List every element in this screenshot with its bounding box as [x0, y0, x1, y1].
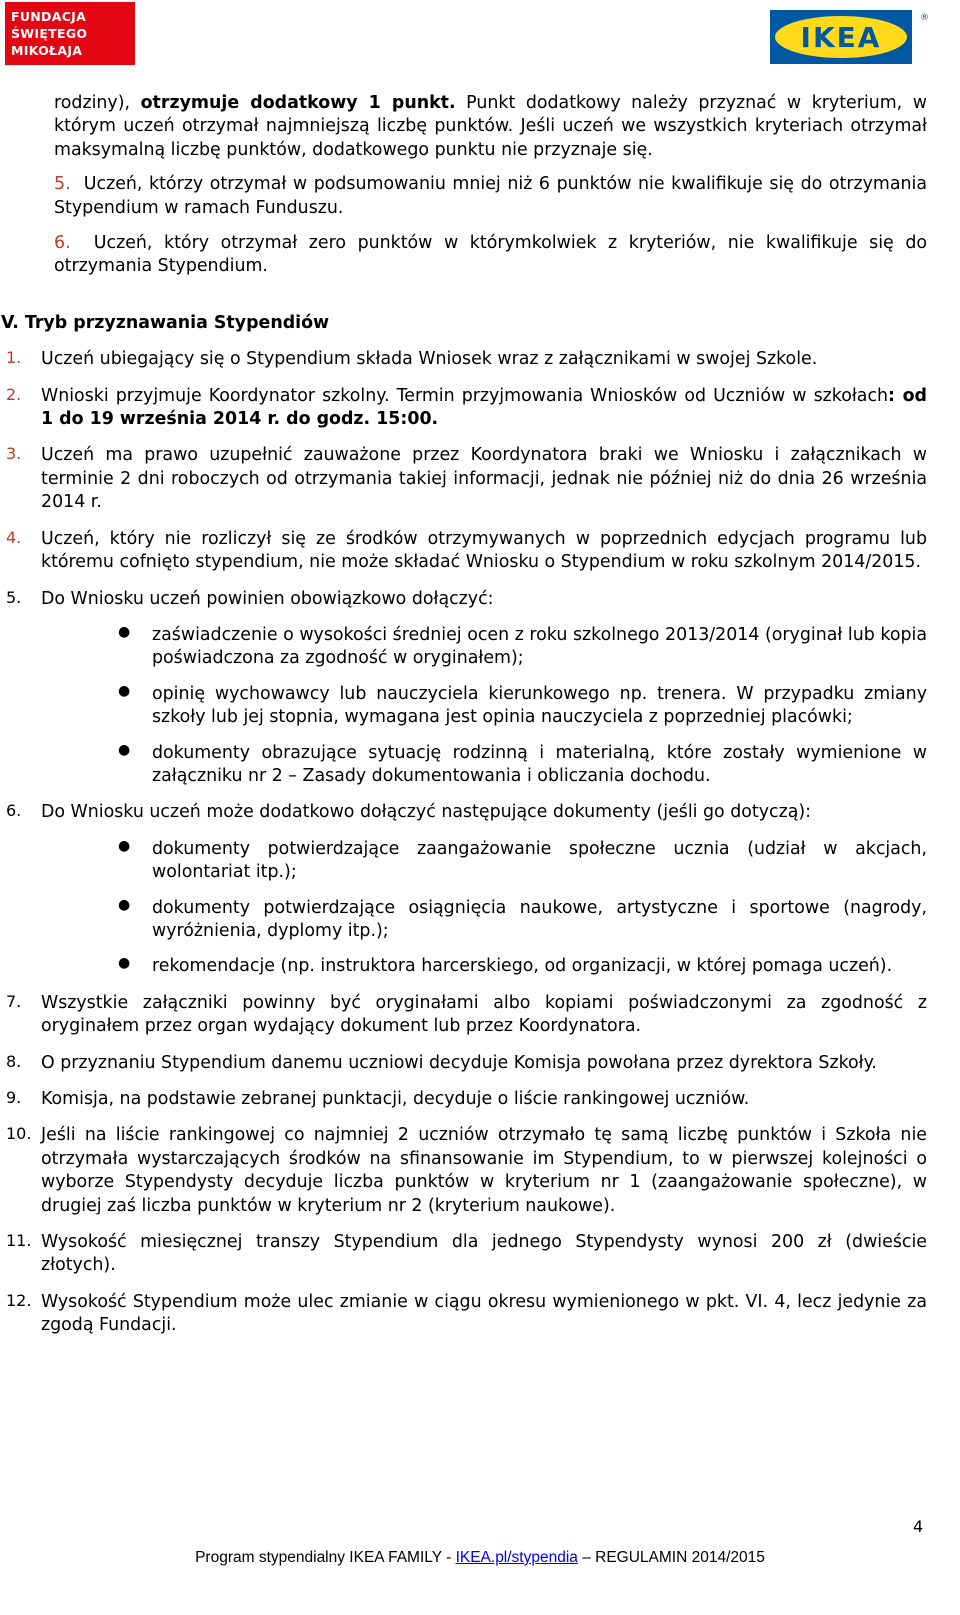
bullet-text: rekomendacje (np. instruktora harcerskiego, od organizacji, w której pomaga uczeń). [152, 956, 893, 977]
list-item [6, 444, 927, 514]
item-text: Komisja, na podstawie zebranej punktacji, decyduje o liście rankingowej uczniów. [41, 1089, 750, 1109]
list-item [6, 528, 927, 575]
item-text: Uczeń, który nie rozliczył się ze środków otrzymywanych w poprzednich edycjach programu lub któremu cofnięto stypendium, nie może składać Wniosku o Stypendium w roku szkolnym 2014/2015. [41, 528, 927, 573]
list-item [6, 1088, 927, 1111]
item-number: 7. [6, 991, 22, 1011]
list-item [54, 232, 927, 279]
footer [0, 1549, 960, 1567]
list-item [6, 1291, 927, 1338]
pre-item-5 [54, 173, 927, 220]
list-item [6, 348, 927, 371]
bullet-item [6, 683, 927, 730]
bullet-item [6, 955, 927, 978]
item-text-regular: Wnioski przyjmuje Koordynator szkolny. Termin przyjmowania Wniosków od Uczniów w szkołach [41, 385, 889, 406]
footer-link[interactable]: IKEA.pl/stypendia [455, 1549, 578, 1566]
item-text: Wysokość Stypendium może ulec zmianie w ciągu okresu wymienionego w pkt. VI. 4, lecz jedynie za zgodą Fundacji. [41, 1291, 927, 1336]
bullet-text: dokumenty potwierdzające osiągnięcia naukowe, artystyczne i sportowe (nagrody, wyróżnienia, dyplomy itp.); [152, 897, 927, 941]
item-text: Uczeń, którzy otrzymał w podsumowaniu mniej niż 6 punktów nie kwalifikuje się do otrzymania Stypendium w ramach Funduszu. [54, 174, 927, 218]
item-number: 5. [6, 587, 22, 607]
intro-text-1: rodziny), [54, 93, 141, 113]
list-item [54, 173, 927, 220]
pre-item-6 [54, 232, 927, 279]
item-number: 1. [6, 348, 22, 368]
numbered-list [6, 348, 927, 1337]
intro-text-2: Punkt dodatkowy należy przyznać w kryterium, w którym uczeń otrzymał najmniejszą liczbę punktów. Jeśli uczeń we wszystkich kryteriach otrzymał maksymalną liczbę punktów, dodatkowego punktu nie przyznaje się. [54, 93, 928, 160]
item-number: 10. [6, 1124, 32, 1144]
bullet-item [6, 742, 927, 789]
bullet-icon: ● [118, 837, 131, 854]
ikea-logo-text: IKEA [800, 21, 882, 54]
bullet-text: dokumenty obrazujące sytuację rodzinną i materialną, które zostały wymienione w załączniku nr 2 – Zasady dokumentowania i obliczania dochodu. [152, 742, 927, 786]
intro-bold: otrzymuje dodatkowy 1 punkt. [140, 93, 456, 113]
item-text: Do Wniosku uczeń powinien obowiązkowo dołączyć: [41, 588, 494, 609]
item-text: Wysokość miesięcznej transzy Stypendium dla jednego Stypendysty wynosi 200 zł (dwieście złotych). [41, 1232, 927, 1276]
list-item [6, 1231, 927, 1278]
section-heading [0, 312, 927, 335]
item-number: 8. [6, 1051, 22, 1071]
bullet-item [6, 897, 927, 944]
fundacja-swietego-mikolaja-logo [5, 2, 135, 65]
list-item [6, 801, 927, 824]
item-text [41, 385, 927, 432]
logo-line-2: ŚWIĘTEGO [11, 26, 88, 41]
item-number: 6. [6, 801, 22, 821]
ikea-logo [770, 10, 929, 66]
bullet-icon: ● [118, 955, 131, 972]
item-text: Do Wniosku uczeń może dodatkowo dołączyć następujące dokumenty (jeśli go dotyczą): [41, 802, 812, 823]
logo-line-1: FUNDACJA [11, 9, 87, 24]
bullet-icon: ● [118, 623, 131, 640]
bullet-icon: ● [118, 896, 131, 913]
item-text: Uczeń ubiegający się o Stypendium składa Wniosek wraz z załącznikami w swojej Szkole. [41, 349, 818, 370]
list-item [6, 1124, 927, 1218]
list-item [6, 385, 927, 432]
bullet-text: dokumenty potwierdzające zaangażowanie społeczne ucznia (udział w akcjach, wolontariat itp.); [152, 838, 927, 883]
item-text: Wszystkie załączniki powinny być oryginałami albo kopiami poświadczonymi za zgodność z oryginałem przez organ wydający dokument lub przez Koordynatora. [41, 992, 927, 1037]
item-number: 2. [6, 384, 22, 404]
list-item [6, 1052, 927, 1075]
item-text: Uczeń, który otrzymał zero punktów w którymkolwiek z kryteriów, nie kwalifikuje się do otrzymania Stypendium. [54, 233, 927, 277]
item-number: 11. [6, 1231, 32, 1251]
item-number: 4. [6, 527, 22, 547]
bullet-text: zaświadczenie o wysokości średniej ocen z roku szkolnego 2013/2014 (oryginał lub kopia poświadczona za zgodność w oryginałem); [152, 624, 927, 669]
item-text: O przyznaniu Stypendium danemu uczniowi decyduje Komisja powołana przez dyrektora Szkoły. [41, 1052, 877, 1073]
bullet-item [6, 624, 927, 671]
list-item [6, 588, 927, 611]
section-heading-text: V. Tryb przyznawania Stypendiów [1, 312, 330, 333]
document-body [1, 92, 928, 1338]
bullet-text: opinię wychowawcy lub nauczyciela kierunkowego np. trenera. W przypadku zmiany szkoły lub jej stopnia, wymagana jest opinia nauczyciela z poprzedniej placówki; [152, 683, 927, 728]
item-number: 5. [54, 174, 71, 195]
page-number: 4 [913, 1517, 924, 1536]
bullet-icon: ● [118, 682, 131, 699]
bullet-icon: ● [118, 741, 131, 758]
list-item [6, 992, 927, 1039]
item-number: 6. [54, 233, 71, 254]
logo-line-3: MIKOŁAJA [11, 43, 83, 58]
item-text: Jeśli na liście rankingowej co najmniej 2 uczniów otrzymało tę samą liczbę punktów i Szkoła nie otrzymała wystarczających środków na sfinansowanie im Stypendium, to w pierwszej kolejności o wyborze Stypendysty decyduje liczba punktów w kryterium nr 1 (zaangażowanie społeczne), w drugiej zaś liczba punktów w kryterium nr 2 (kryterium naukowe). [41, 1125, 927, 1216]
item-number: 9. [6, 1088, 22, 1107]
svg-text:®: ® [920, 13, 929, 23]
footer-text-suffix: – REGULAMIN 2014/2015 [577, 1549, 765, 1566]
item-number: 3. [6, 444, 22, 464]
item-text-bold: : od 1 do 19 września 2014 r. do godz. 15:00. [41, 385, 927, 430]
item-text: Uczeń ma prawo uzupełnić zauważone przez Koordynatora braki we Wniosku i załącznikach w terminie 2 dni roboczych od otrzymania takiej informacji, jednak nie później niż do dnia 26 września 2014 r. [41, 445, 927, 513]
intro-paragraph [54, 92, 927, 162]
item-number: 12. [6, 1290, 32, 1310]
footer-text-prefix: Program stypendialny IKEA FAMILY - [195, 1549, 456, 1566]
bullet-item [6, 838, 927, 885]
